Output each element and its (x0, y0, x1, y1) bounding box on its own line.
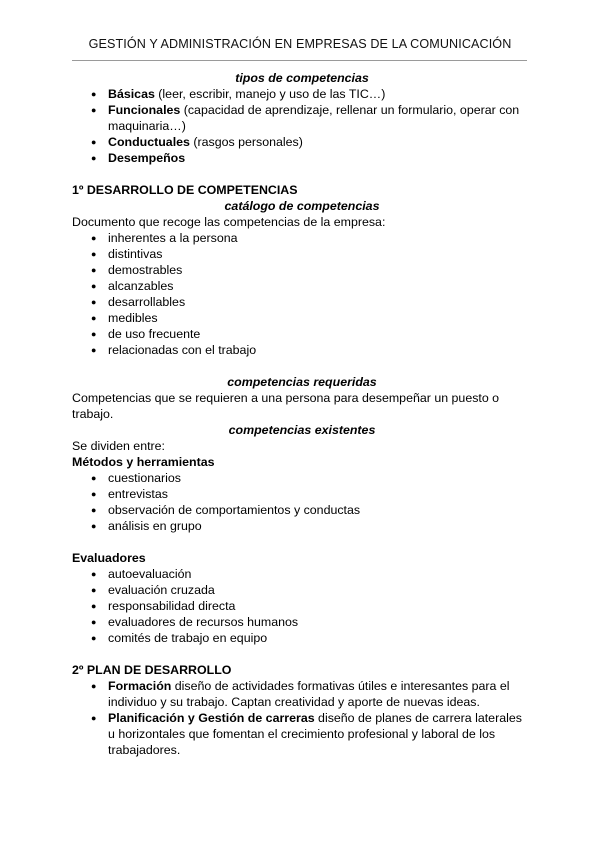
evaluadores-title: Evaluadores (72, 551, 146, 565)
bullet-icon: ● (91, 249, 97, 259)
list-item: ● inherentes a la persona (91, 231, 238, 245)
bullet-icon: ● (91, 713, 97, 723)
bullet-icon: ● (91, 281, 97, 291)
section-2-title: 2º PLAN DE DESARROLLO (72, 663, 232, 677)
section-1-title: 1º DESARROLLO DE COMPETENCIAS (72, 183, 298, 197)
list-item: ● Conductuales (rasgos personales) (91, 135, 303, 149)
list-item: ● Funcionales (capacidad de aprendizaje, rellenar un formulario, operar con maquinaria…) (91, 103, 520, 133)
bullet-icon: ● (91, 137, 97, 147)
catalogo-intro: Documento que recoge las competencias de la empresa: (72, 215, 386, 229)
bullet-icon: ● (91, 569, 97, 579)
bullet-icon: ● (91, 313, 97, 323)
list-item: ● entrevistas (91, 487, 168, 501)
list-item: ● Formación diseño de actividades formativas útiles e interesantes para el individuo y su trabajo. Captan creatividad y aporte de nuevas ideas. (91, 679, 510, 709)
bullet-icon: ● (91, 473, 97, 483)
list-item: ● autoevaluación (91, 567, 192, 581)
bullet-icon: ● (91, 89, 97, 99)
list-item: ● responsabilidad directa (91, 599, 236, 613)
catalogo-heading: catálogo de competencias (224, 199, 380, 213)
list-item: ● desarrollables (91, 295, 186, 309)
list-item: ● observación de comportamientos y conductas (91, 503, 361, 517)
list-item: ● medibles (91, 311, 158, 325)
bullet-icon: ● (91, 345, 97, 355)
bullet-icon: ● (91, 601, 97, 611)
bullet-icon: ● (91, 329, 97, 339)
bullet-icon: ● (91, 681, 97, 691)
bullet-icon: ● (91, 233, 97, 243)
list-item: ● Básicas (leer, escribir, manejo y uso de las TIC…) (91, 87, 386, 101)
list-item: ● cuestionarios (91, 471, 182, 485)
list-item: ● evaluación cruzada (91, 583, 215, 597)
list-item: ● Planificación y Gestión de carreras diseño de planes de carrera laterales u horizontales que fomentan el crecimiento profesional y laboral de los trabajadores. (91, 711, 522, 757)
tipos-list (72, 86, 532, 166)
evaluadores-list (72, 566, 532, 646)
metodos-title: Métodos y herramientas (72, 455, 215, 469)
list-item: ● demostrables (91, 263, 183, 277)
list-item: ● de uso frecuente (91, 327, 201, 341)
document-body (72, 70, 532, 758)
bullet-icon: ● (91, 633, 97, 643)
tipos-heading: tipos de competencias (235, 71, 369, 85)
list-item: ● análisis en grupo (91, 519, 202, 533)
catalogo-list (72, 230, 532, 358)
list-item: ● alcanzables (91, 279, 174, 293)
bullet-icon: ● (91, 585, 97, 595)
bullet-icon: ● (91, 297, 97, 307)
bullet-icon: ● (91, 265, 97, 275)
page-header: GESTIÓN Y ADMINISTRACIÓN EN EMPRESAS DE LA COMUNICACIÓN (88, 37, 512, 51)
existentes-heading: competencias existentes (228, 423, 376, 437)
plan-list (72, 678, 532, 758)
list-item: ● distintivas (91, 247, 163, 261)
metodos-list (72, 470, 532, 534)
bullet-icon: ● (91, 153, 97, 163)
existentes-intro: Se dividen entre: (72, 439, 165, 453)
requeridas-heading: competencias requeridas (227, 375, 377, 389)
bullet-icon: ● (91, 505, 97, 515)
bullet-icon: ● (91, 489, 97, 499)
bullet-icon: ● (91, 521, 97, 531)
bullet-icon: ● (91, 617, 97, 627)
list-item: ● Desempeños (91, 151, 186, 165)
requeridas-text: Competencias que se requieren a una persona para desempeñar un puesto o trabajo. (72, 391, 500, 421)
header-divider (72, 60, 527, 61)
bullet-icon: ● (91, 105, 97, 115)
list-item: ● relacionadas con el trabajo (91, 343, 257, 357)
list-item: ● comités de trabajo en equipo (91, 631, 268, 645)
list-item: ● evaluadores de recursos humanos (91, 615, 299, 629)
